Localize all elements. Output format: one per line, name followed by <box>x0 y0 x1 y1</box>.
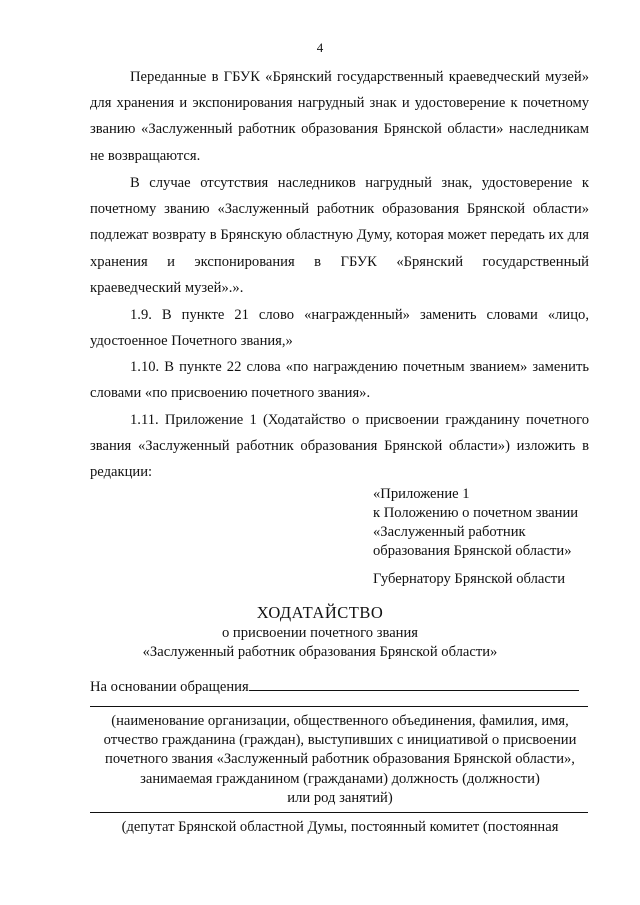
subtitle-line: о присвоении почетного звания <box>221 625 419 641</box>
note-line: почетного звания «Заслуженный работник образования Брянской области», <box>105 751 575 768</box>
basis-blank-line <box>249 676 579 691</box>
paragraph-museum-transfer: Переданные в ГБУК «Брянский государственный краеведческий музей» для хранения и экспонирования нагрудный знак и удостоверение к почетному званию «Заслуженный работник образования Брянской области» наследникам не возвращаются. <box>90 69 589 164</box>
note-line: (депутат Брянской областной Думы, постоянный комитет (постоянная <box>121 819 559 835</box>
petition-title: ХОДАТАЙСТВО <box>256 603 384 622</box>
subtitle-line: «Заслуженный работник образования Брянской области» <box>142 644 498 660</box>
paragraph-item-1-9: 1.9. В пункте 21 слово «награжденный» заменить словами «лицо, удостоенное Почетного звания,» <box>90 307 589 350</box>
basis-label: На основании обращения <box>90 679 249 695</box>
basis-row <box>90 676 579 696</box>
note-line: (наименование организации, общественного объединения, фамилия, имя, <box>111 713 569 729</box>
petition-subtitle <box>0 624 640 662</box>
note-deputy <box>90 818 590 837</box>
note-line: занимаемая гражданином (гражданами) должность (должности) <box>140 770 540 787</box>
note-line: отчество гражданина (граждан), выступивших с инициативой о присвоении <box>103 732 577 749</box>
paragraph-item-1-10: 1.10. В пункте 22 слова «по награждению почетным званием» заменить словами «по присвоению почетного звания». <box>90 359 589 402</box>
blank-line <box>90 706 588 707</box>
appendix-line: к Положению о почетном звании <box>373 505 579 521</box>
blank-line <box>90 812 588 813</box>
page-number: 4 <box>316 40 324 55</box>
appendix-header <box>373 485 578 561</box>
paragraph-no-heirs: В случае отсутствия наследников нагрудный знак, удостоверение к почетному званию «Заслуженный работник образования Брянской области» подлежат возврату в Брянскую областную Думу, которая может передать их для хранения и экспонирования в ГБУК «Брянский государственный краеведческий музей».». <box>90 175 589 296</box>
addressee: Губернатору Брянской области <box>373 571 565 587</box>
paragraph-item-1-11: 1.11. Приложение 1 (Ходатайство о присвоении гражданину почетного звания «Заслуженный работник образования Брянской области») изложить в редакции: <box>90 412 589 481</box>
appendix-line: «Заслуженный работник <box>373 524 526 540</box>
appendix-line: образования Брянской области» <box>373 543 572 559</box>
note-initiator <box>90 712 590 808</box>
note-line: или род занятий) <box>287 789 393 806</box>
appendix-line: «Приложение 1 <box>373 486 470 502</box>
